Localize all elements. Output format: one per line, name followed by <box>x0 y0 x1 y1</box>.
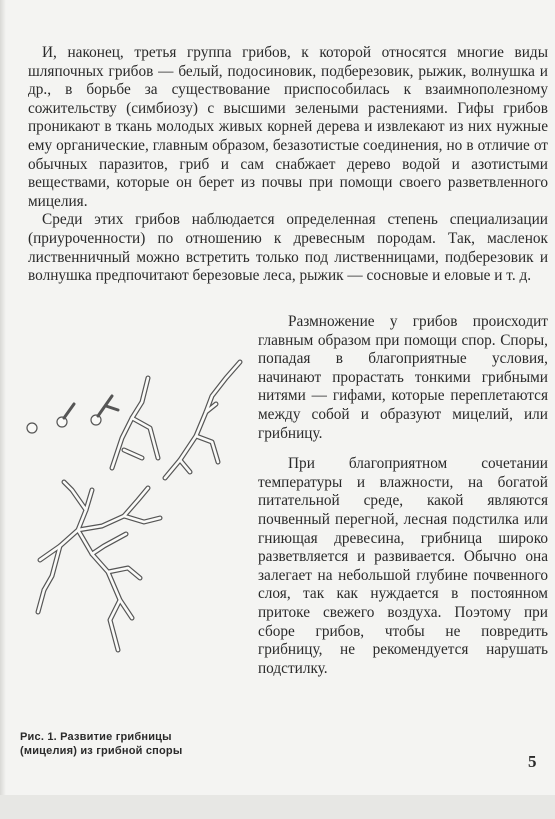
germinating-spore-icon <box>57 417 67 427</box>
paragraph-spores: Размножение у грибов происходит главным образом при помощи спор. Споры, попадая в благоприятные условия, начинают прорастать тонкими грибными нитями — гифами, которые переплетаются между собой и образуют мицелий, или грибницу. <box>258 313 548 442</box>
paragraph-symbiosis: И, наконец, третья группа грибов, к которой относятся многие виды шляпочных грибов — белый, подосиновик, подберезовик, рыжик, волнушка и др., в борьбе за существование приспособилась к взаимнополезному сожительству (симбиозу) с высшими зелеными растениями. Гифы грибов проникают в ткань молодых живых корней дерева и извлекают из них нужные ему органические, главным образом, безазотистые соединения, но в отличие от обычных паразитов, гриб и сам снабжает дерево водой и азотистыми веществами, которые он берет из почвы при помощи своего разветвленного мицелия. <box>28 44 548 210</box>
mycelium-illustration <box>20 350 250 680</box>
top-text-block <box>28 44 548 286</box>
figure-caption <box>20 730 240 758</box>
page-fold-shadow <box>0 0 6 819</box>
caption-line: (мицелия) из грибной споры <box>20 745 183 757</box>
paragraph-mycelium-growth: При благоприятном сочетании температуры и влажности, на богатой питательной среде, какой являются почвенный перегной, лесная подстилка или гниющая древесина, грибница широко разветвляется и развивается. Обычно она залегает на небольшой глубине почвенного слоя, так как нуждается в постоянном притоке свежего воздуха. Поэтому при сборе грибов, чтобы не повредить грибницу, не рекомендуется нарушать подстилку. <box>258 455 548 677</box>
mycelium-drawing <box>20 350 250 680</box>
page-number: 5 <box>528 752 537 771</box>
scan-bottom-strip <box>0 795 555 819</box>
germinating-spore-icon <box>91 415 101 425</box>
spore-icon <box>27 423 37 433</box>
paragraph-specialization: Среди этих грибов наблюдается определенная степень специализации (приуроченности) по отношению к древесным породам. Так, масленок лиственничный можно встретить только под лиственницами, подберезовик и волнушка предпочитают березовые леса, рыжик — сосновые и еловые и т. д. <box>28 211 548 285</box>
right-text-block <box>258 313 548 678</box>
caption-line: Рис. 1. Развитие грибницы <box>20 731 172 743</box>
